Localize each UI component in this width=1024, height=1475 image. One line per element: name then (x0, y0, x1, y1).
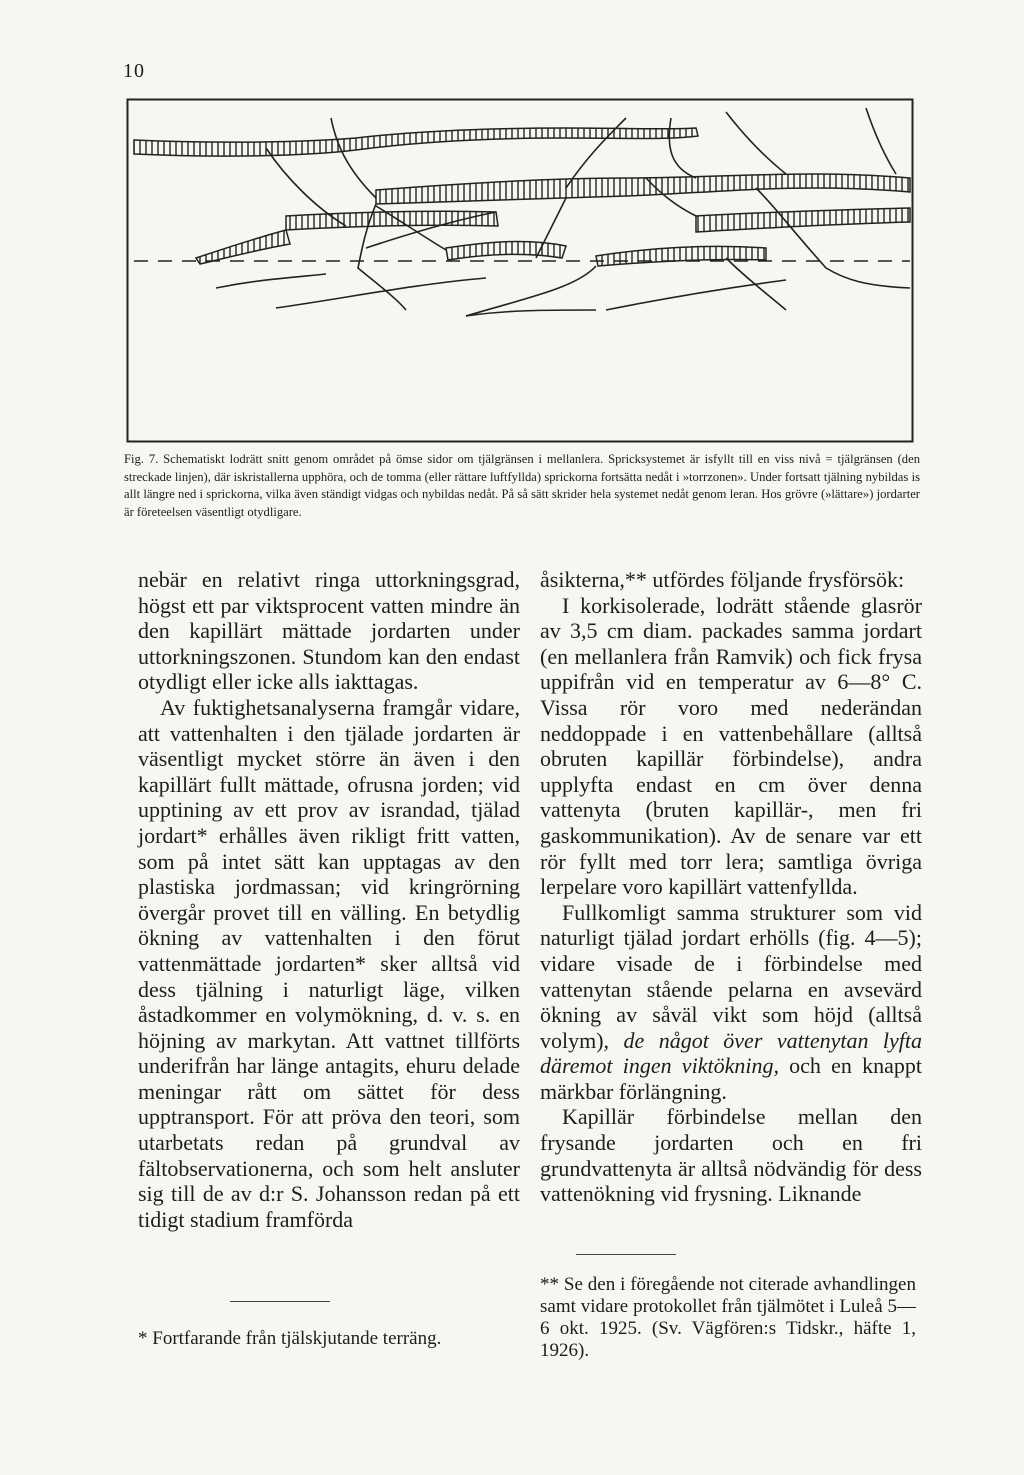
right-paragraph-3-start: Fullkomligt samma strukturer som vid naturligt tjälad jordart erhölls (fig. 4—5); vidare visade de i förbindelse med vattenytan stående pelarna en avsevärd ökning av såväl vikt som höjd (alltså volym), (540, 899, 922, 1053)
ice-crack-cross-section (126, 98, 914, 443)
figure-diagram (126, 98, 914, 443)
figure-caption-text: Fig. 7. Schematiskt lodrätt snitt genom området på ömse sidor om tjälgränsen i mellanlera. Spricksystemet är isfyllt till en viss nivå = tjälgränsen (den streckade linjen), där iskristallerna upphöra, och de tomma (eller rättare luftfyllda) sprickorna fortsätta nedåt i »torrzonen». Under fortsatt tjälning nybildas is allt längre ned i sprickorna, vilka även ständigt vidgas och nybildas nedåt. På så sätt skrider hela systemet nedåt genom leran. Hos grövre (»lättare») jordarter är företeelsen väsentligt otydligare. (124, 452, 920, 519)
figure-caption (124, 451, 920, 521)
footnote-rule-left (230, 1301, 330, 1302)
footnote-rule-right (576, 1254, 676, 1255)
left-column (138, 567, 520, 1232)
ice-band-lower (286, 211, 498, 230)
left-paragraph-2: Av fuktighetsanalyserna framgår vidare, att vattenhalten i den tjälade jordarten är väsentligt mycket större än även i den kapillärt fullt mättade, ofrusna jorden; vid upptining av ett prov av israndad, tjälad jordart* erhålles även rikligt fritt vatten, som på intet sätt kan upptagas av den plastiska jordmassan; vid kringrörning övergår provet till en välling. En betydlig ökning av vattenhalten i den förut vattenmättade jordarten* sker alltså vid dess tjälning i naturligt läge, vilken åstadkommer en volymökning, d. v. s. en höjning av markytan. Att vattnet tillförts underifrån har länge antagits, ehuru delade meningar rått om sättet för dess upptransport. För att pröva den teori, som utarbetats redan på grundval av fältobservationerna, och som helt ansluter sig till de av d:r S. Johansson redan på ett tidigt stadium framförda (138, 694, 520, 1232)
ice-lens-right (596, 246, 766, 266)
right-paragraph-2: I korkisolerade, lodrätt stående glasrör av 3,5 cm diam. packades samma jordart (en mellanlera från Ramvik) och fick frysa uppifrån vid en temperatur av 6—8° C. Vissa rör voro med nederändan neddoppade i en vattenbehållare (alltså obruten kapillär förbindelse), andra upplyfta endast en cm över denna vattenyta (bruten kapillär-, men fri gaskommunikation). Av de senare var ett rör fyllt med torr lera; samtliga övriga lerpelare voro kapillärt vattenfyllda. (540, 592, 922, 900)
right-paragraph-1: åsikterna,** utfördes följande frysförsök: (540, 567, 905, 592)
footnote-right: ** Se den i föregående not citerade avhandlingen samt vidare protokollet från tjälmötet i Luleå 5—6 okt. 1925. (Sv. Vägfören:s Tidskr., häfte 1, 1926). (540, 1274, 916, 1361)
ice-lens-center (446, 242, 566, 260)
ice-lens-left (196, 230, 290, 264)
footnote-left: * Fortfarande från tjälskjutande terräng. (138, 1328, 442, 1349)
right-paragraph-4: Kapillär förbindelse mellan den frysande jordarten och en fri grundvattenyta är alltså nödvändig för dess vattenökning vid frysning. Liknande (540, 1104, 922, 1207)
left-paragraph-1: nebär en relativt ringa uttorkningsgrad, högst ett par viktsprocent vatten mindre än den kapillärt mättade jordarten under uttorkningszonen. Stundom kan den endast otydligt eller icke alls iakttagas. (138, 567, 520, 695)
page-number: 10 (123, 60, 145, 82)
right-paragraph-3 (540, 900, 922, 1105)
right-column (540, 567, 922, 1207)
right-paragraph-3-end: och en knappt märkbar förlängning. (540, 1053, 923, 1104)
right-paragraph-3-italic: de något över vattenytan lyfta däremot ingen viktökning, (540, 1027, 923, 1079)
ice-band-right-lower (696, 208, 910, 232)
ice-band-upper (134, 128, 698, 156)
ice-band-middle (376, 174, 910, 204)
